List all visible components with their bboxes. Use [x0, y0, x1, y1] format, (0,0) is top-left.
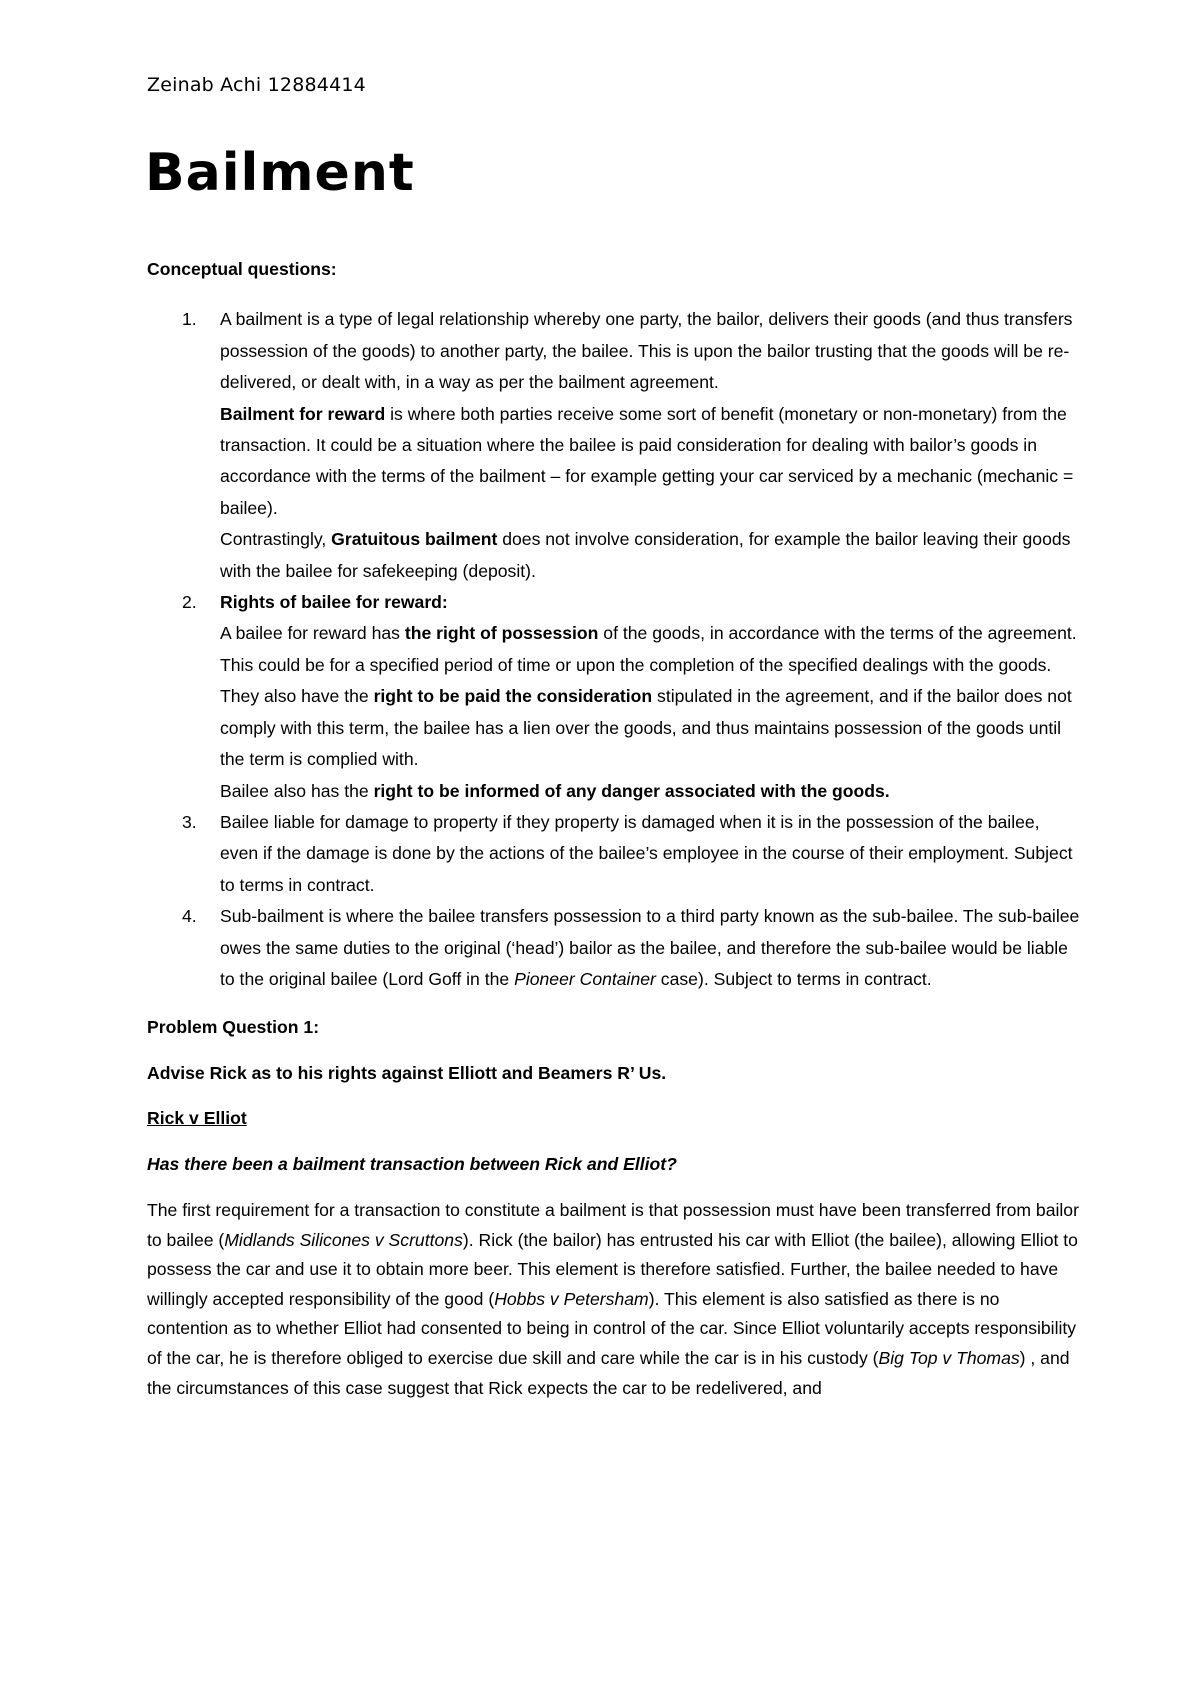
paragraph-text: Contrastingly, [220, 529, 332, 550]
paragraph [220, 618, 1082, 681]
paragraph-text: Sub-bailment is where the bailee transfers possession to a third party known as the sub-bailee. The sub-bailee owes the same duties to the original (‘head’) bailor as the bailee, and therefore the sub-bailee would be liable to the original bailee (Lord Goff in the [220, 906, 1080, 989]
paragraph-text: case). Subject to terms in contract. [655, 968, 932, 989]
paragraph-text: ). This element is also satisfied as there is no contention as to whether Elliot had consented to being in control of the car. Since Elliot voluntarily accepts responsibility of the car, he is therefore obliged to exercise due skill and care while the car is in his custody ( [147, 1288, 1077, 1368]
bold-heading: Rights of bailee for reward: [220, 592, 448, 613]
paragraph-text: of the goods, in accordance with the terms of the agreement. This could be for a specified period of time or upon the completion of the specified dealings with the goods. [220, 623, 1077, 675]
paragraph [220, 399, 1082, 525]
paragraph-text: They also have the [220, 686, 374, 707]
issue-question [147, 1149, 1082, 1180]
paragraph-text: does not involve consideration, for example the bailor leaving their goods with the bailee for safekeeping (deposit). [220, 529, 1071, 581]
problem-instruction [147, 1058, 1082, 1089]
list-number: 1. [182, 309, 197, 330]
list-item [147, 807, 1082, 901]
instruction-text: Advise Rick as to his rights against Elliott and Beamers R’ Us. [147, 1062, 667, 1083]
paragraph-text: A bailment is a type of legal relationship whereby one party, the bailor, delivers their goods (and thus transfers possession of the goods) to another party, the bailee. This is upon the bailor trusting that the goods will be re-delivered, or dealt with, in a way as per the bailment agreement. [220, 309, 1073, 393]
conceptual-questions-list [147, 304, 1082, 995]
case-name: Midlands Silicones v Scruttons [224, 1229, 463, 1250]
page-title: Bailment [145, 143, 415, 203]
paragraph [220, 304, 1082, 398]
paragraph-text: A bailee for reward has [220, 623, 405, 644]
paragraph [220, 901, 1082, 995]
paragraph-text: is where both parties receive some sort of benefit (monetary or non-monetary) from the transaction. It could be a situation where the bailee is paid consideration for dealing with bailor’s goods in accordance with the terms of the bailment – for example getting your car serviced by a mechanic (mechanic = bailee). [220, 403, 1074, 518]
bold-term: Gratuitous bailment [331, 529, 498, 550]
bold-term: right to be paid the consideration [373, 686, 653, 707]
paragraph [220, 807, 1082, 901]
case-name: Hobbs v Petersham [494, 1288, 649, 1309]
author-line: Zeinab Achi 12884414 [147, 74, 366, 96]
problem-question-heading: Problem Question 1: [147, 1017, 320, 1038]
list-number: 2. [182, 592, 197, 613]
paragraph-text: Bailee also has the [220, 780, 374, 801]
section-title-text: Rick v Elliot [147, 1108, 247, 1129]
list-item [147, 587, 1082, 807]
list-item [147, 901, 1082, 995]
section-title [147, 1103, 1082, 1134]
paragraph-text: stipulated in the agreement, and if the bailor does not comply with this term, the bailee has a lien over the goods, and thus maintains possession of the goods until the term is complied with. [220, 686, 1072, 770]
document-body [147, 254, 1082, 1403]
conceptual-questions-heading: Conceptual questions: [147, 259, 337, 279]
list-item [147, 304, 1082, 587]
bold-term: the right of possession [404, 623, 599, 644]
analysis-paragraph [147, 1196, 1082, 1403]
paragraph [220, 524, 1082, 587]
paragraph-text: Bailee liable for damage to property if they property is damaged when it is in the possession of the bailee, even if the damage is done by the actions of the bailee’s employee in the course of their employment. Subject to terms in contract. [220, 811, 1073, 895]
paragraph-text: ) , and the circumstances of this case suggest that Rick expects the car to be redelivered, and [147, 1347, 1070, 1398]
paragraph [220, 776, 1082, 807]
paragraph-text: The first requirement for a transaction to constitute a bailment is that possession must have been transferred from bailor to bailee ( [147, 1199, 1079, 1250]
paragraph-text: ). Rick (the bailor) has entrusted his car with Elliot (the bailee), allowing Elliot to possess the car and use it to obtain more beer. This element is therefore satisfied. Further, the bailee needed to have willingly accepted responsibility of the good ( [147, 1229, 1078, 1309]
case-name: Pioneer Container [514, 968, 656, 989]
bold-term: right to be informed of any danger associated with the goods. [373, 780, 890, 801]
paragraph [220, 681, 1082, 775]
list-number: 4. [182, 906, 197, 927]
item-heading [220, 587, 1082, 618]
list-number: 3. [182, 811, 197, 832]
bold-term: Bailment for reward [220, 403, 386, 424]
case-name: Big Top v Thomas [878, 1347, 1020, 1368]
issue-question-text: Has there been a bailment transaction between Rick and Elliot? [147, 1153, 677, 1174]
